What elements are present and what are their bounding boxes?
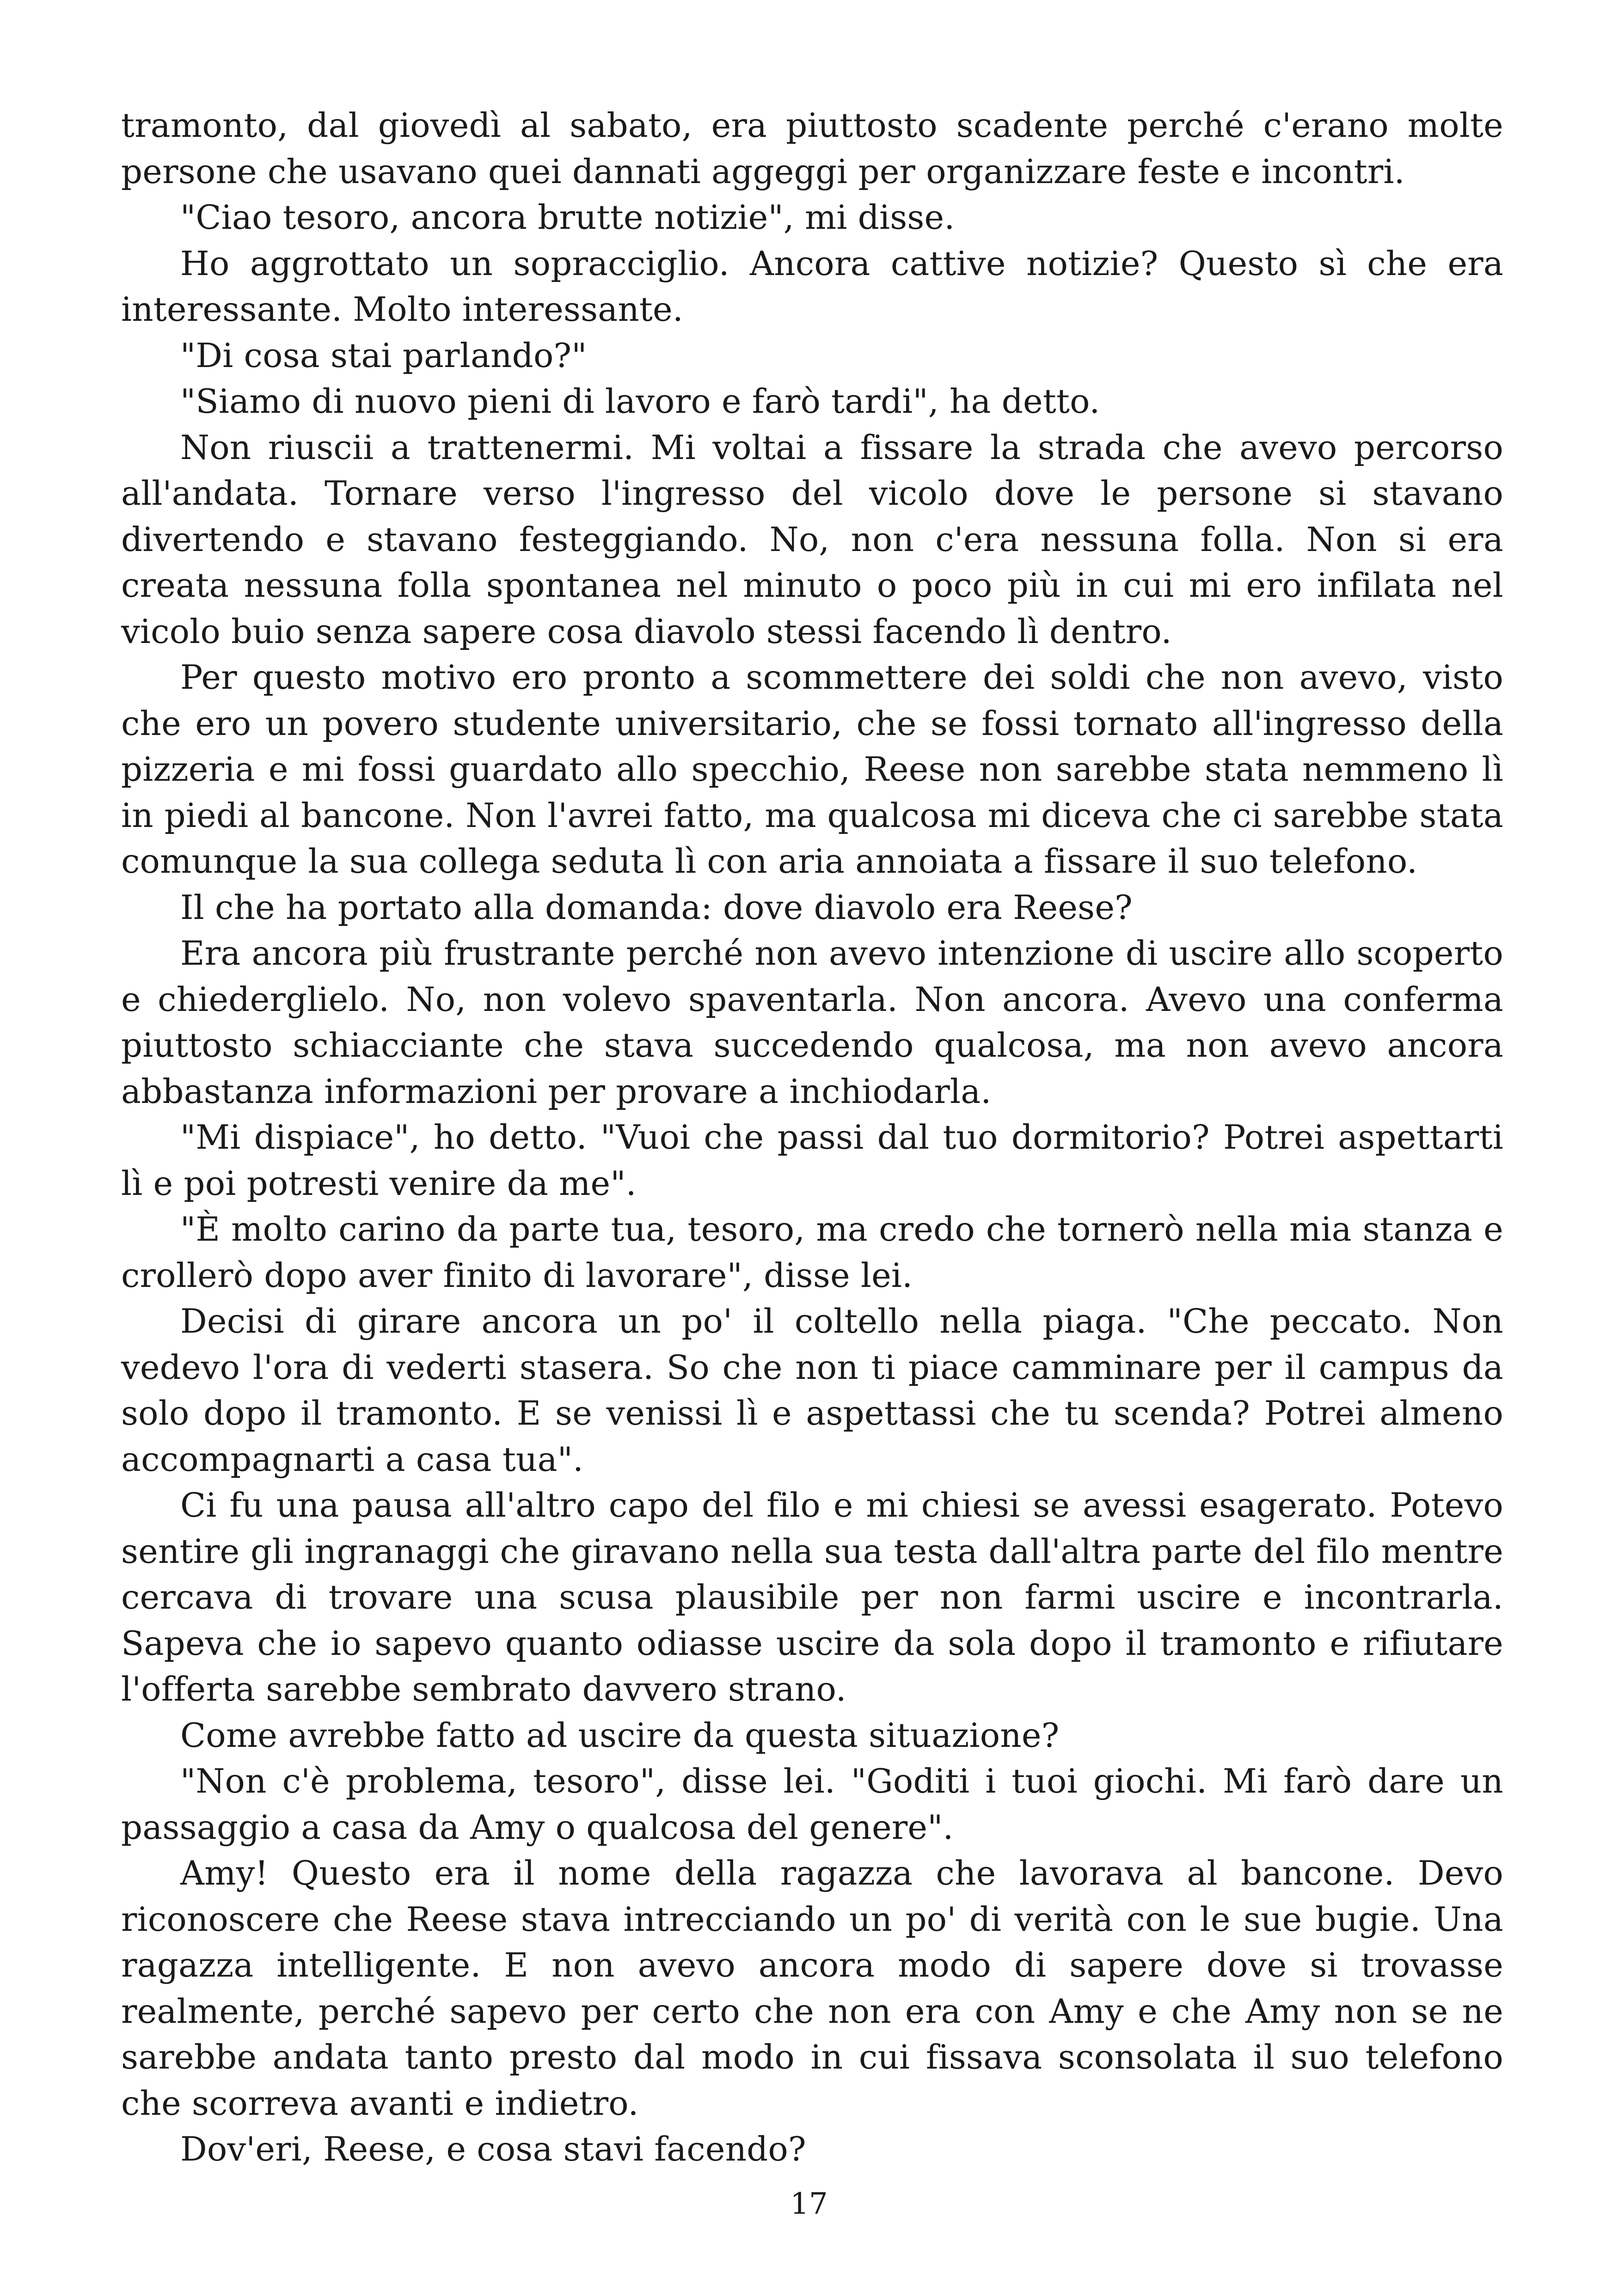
paragraph: "Ciao tesoro, ancora brutte notizie", mi disse. (180, 198, 955, 237)
paragraph: Decisi di girare ancora un po' il coltello nella piaga. "Che peccato. Non vedevo l'ora di vederti stasera. So che non ti piace camminare per il campus da solo dopo il tramonto. E se venissi lì e aspettassi che tu scenda? Potrei almeno accompagnarti a casa tua". (121, 1302, 1503, 1479)
paragraph: Era ancora più frustrante perché non avevo intenzione di uscire allo scoperto e chiederglielo. No, non volevo spaventarla. Non ancora. Avevo una conferma piuttosto schiacciante che stava succedendo qualcosa, ma non avevo ancora abbastanza informazioni per provare a inchiodarla. (121, 934, 1503, 1111)
page-number: 17 (790, 2187, 828, 2221)
paragraph: Il che ha portato alla domanda: dove diavolo era Reese? (180, 888, 1133, 927)
paragraph: Amy! Questo era il nome della ragazza che lavorava al bancone. Devo riconoscere che Reese stava intrecciando un po' di verità con le sue bugie. Una ragazza intelligente. E non avevo ancora modo di sapere dove si trovasse realmente, perché sapevo per certo che non era con Amy e che Amy non se ne sarebbe andata tanto presto dal modo in cui fissava sconsolata il suo telefono che scorreva avanti e indietro. (121, 1854, 1503, 2123)
paragraph: Ci fu una pausa all'altro capo del filo e mi chiesi se avessi esagerato. Potevo sentire gli ingranaggi che giravano nella sua testa dall'altra parte del filo mentre cercava di trovare una scusa plausibile per non farmi uscire e incontrarla. Sapeva che io sapevo quanto odiasse uscire da sola dopo il tramonto e rifiutare l'offerta sarebbe sembrato davvero strano. (121, 1486, 1503, 1708)
page-body (121, 103, 1503, 2173)
paragraph: Ho aggrottato un sopracciglio. Ancora cattive notizie? Questo sì che era interessante. Molto interessante. (121, 244, 1503, 329)
paragraph: Per questo motivo ero pronto a scommettere dei soldi che non avevo, visto che ero un povero studente universitario, che se fossi tornato all'ingresso della pizzeria e mi fossi guardato allo specchio, Reese non sarebbe stata nemmeno lì in piedi al bancone. Non l'avrei fatto, ma qualcosa mi diceva che ci sarebbe stata comunque la sua collega seduta lì con aria annoiata a fissare il suo telefono. (121, 658, 1503, 881)
paragraph: "Di cosa stai parlando?" (180, 336, 587, 375)
paragraph: Non riuscii a trattenermi. Mi voltai a fissare la strada che avevo percorso all'andata. Tornare verso l'ingresso del vicolo dove le persone si stavano divertendo e stavano festeggiando. No, non c'era nessuna folla. Non si era creata nessuna folla spontanea nel minuto o poco più in cui mi ero infilata nel vicolo buio senza sapere cosa diavolo stessi facendo lì dentro. (121, 428, 1503, 651)
paragraph: "Mi dispiace", ho detto. "Vuoi che passi dal tuo dormitorio? Potrei aspettarti lì e poi potresti venire da me". (121, 1118, 1503, 1203)
paragraph: "È molto carino da parte tua, tesoro, ma credo che tornerò nella mia stanza e crollerò dopo aver finito di lavorare", disse lei. (121, 1210, 1503, 1295)
paragraph: "Non c'è problema, tesoro", disse lei. "Goditi i tuoi giochi. Mi farò dare un passaggio a casa da Amy o qualcosa del genere". (121, 1762, 1503, 1847)
paragraph: Dov'eri, Reese, e cosa stavi facendo? (180, 2130, 806, 2168)
paragraph: "Siamo di nuovo pieni di lavoro e farò tardi", ha detto. (180, 382, 1100, 421)
paragraph: Come avrebbe fatto ad uscire da questa situazione? (180, 1715, 1060, 1755)
paragraph: tramonto, dal giovedì al sabato, era piuttosto scadente perché c'erano molte persone che usavano quei dannati aggeggi per organizzare feste e incontri. (121, 106, 1503, 191)
